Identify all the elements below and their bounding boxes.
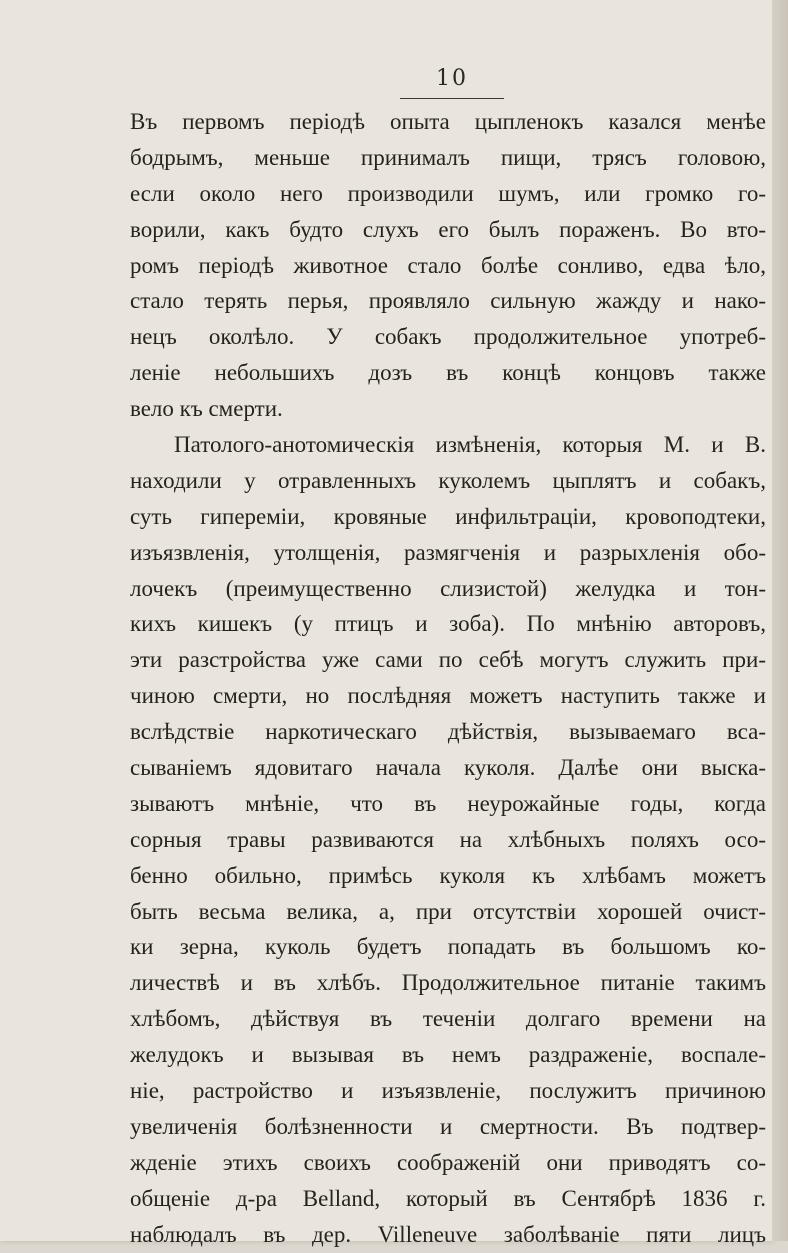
text-line: жденіе этихъ своихъ соображеній они приводятъ со- xyxy=(130,1149,766,1175)
text-line: личествѣ и въ хлѣбъ. Продолжительное питаніе такимъ xyxy=(130,970,766,996)
page-number: 10 xyxy=(436,66,468,91)
text-line: нецъ околѣло. У собакъ продолжительное употреб- xyxy=(130,324,766,350)
text-line: Патолого-анотомическія измѣненія, которыя М. и В. xyxy=(174,432,766,458)
text-line: ніе, растройство и изъязвленіе, послужитъ причиною xyxy=(130,1078,766,1104)
page-text xyxy=(130,104,766,1253)
text-line: вело къ смерти. xyxy=(130,396,283,422)
text-line: вслѣдствіе наркотическаго дѣйствія, вызываемаго вса- xyxy=(130,719,766,745)
text-line: сываніемъ ядовитаго начала куколя. Далѣе они выска- xyxy=(130,755,766,781)
text-line: изъязвленія, утолщенія, размягченія и разрыхленія обо- xyxy=(130,539,766,565)
text-line: стало терять перья, проявляло сильную жажду и нако- xyxy=(130,288,766,314)
page-edge xyxy=(772,0,788,1241)
text-line: суть гипереміи, кровяные инфильтраціи, кровоподтеки, xyxy=(130,503,766,529)
text-line: желудокъ и вызывая въ немъ раздраженіе, воспале- xyxy=(130,1042,766,1068)
page-number-rule xyxy=(400,98,504,99)
text-line: находили у отравленныхъ куколемъ цыплятъ и собакъ, xyxy=(130,467,766,493)
text-line: ки зерна, куколь будетъ попадать въ большомъ ко- xyxy=(130,934,766,960)
text-line: наблюдалъ въ дер. Villeneuve заболѣваніе пяти лицъ xyxy=(130,1221,766,1247)
text-line: кихъ кишекъ (у птицъ и зоба). По мнѣнію авторовъ, xyxy=(130,611,766,637)
text-line: хлѣбомъ, дѣйствуя въ теченіи долгаго времени на xyxy=(130,1006,766,1032)
text-line: общеніе д-ра Belland, который въ Сентябрѣ 1836 г. xyxy=(130,1185,766,1211)
text-line: быть весьма велика, а, при отсутствіи хорошей очист- xyxy=(130,898,766,924)
text-line: бодрымъ, меньше принималъ пищи, трясъ головою, xyxy=(130,144,766,170)
text-line: лочекъ (преимущественно слизистой) желудка и тон- xyxy=(130,575,766,601)
text-line: ромъ періодѣ животное стало болѣе сонливо, едва ѣло, xyxy=(130,252,766,278)
text-line: сорныя травы развиваются на хлѣбныхъ поляхъ осо- xyxy=(130,826,766,852)
text-line: увеличенія болѣзненности и смертности. Въ подтвер- xyxy=(130,1113,766,1139)
text-line: ворили, какъ будто слухъ его былъ пораженъ. Во вто- xyxy=(130,216,766,242)
text-line: чиною смерти, но послѣдняя можетъ наступить также и xyxy=(130,683,766,709)
text-line: эти разстройства уже сами по себѣ могутъ служить при- xyxy=(130,647,766,673)
text-line: леніе небольшихъ дозъ въ концѣ концовъ также xyxy=(130,360,766,386)
text-line: зываютъ мнѣніе, что въ неурожайные годы, когда xyxy=(130,790,766,816)
text-line: бенно обильно, примѣсь куколя къ хлѣбамъ можетъ xyxy=(130,862,766,888)
text-line: Въ первомъ періодѣ опыта цыпленокъ казался менѣе xyxy=(130,109,766,134)
text-line: если около него производили шумъ, или громко го- xyxy=(130,180,766,206)
